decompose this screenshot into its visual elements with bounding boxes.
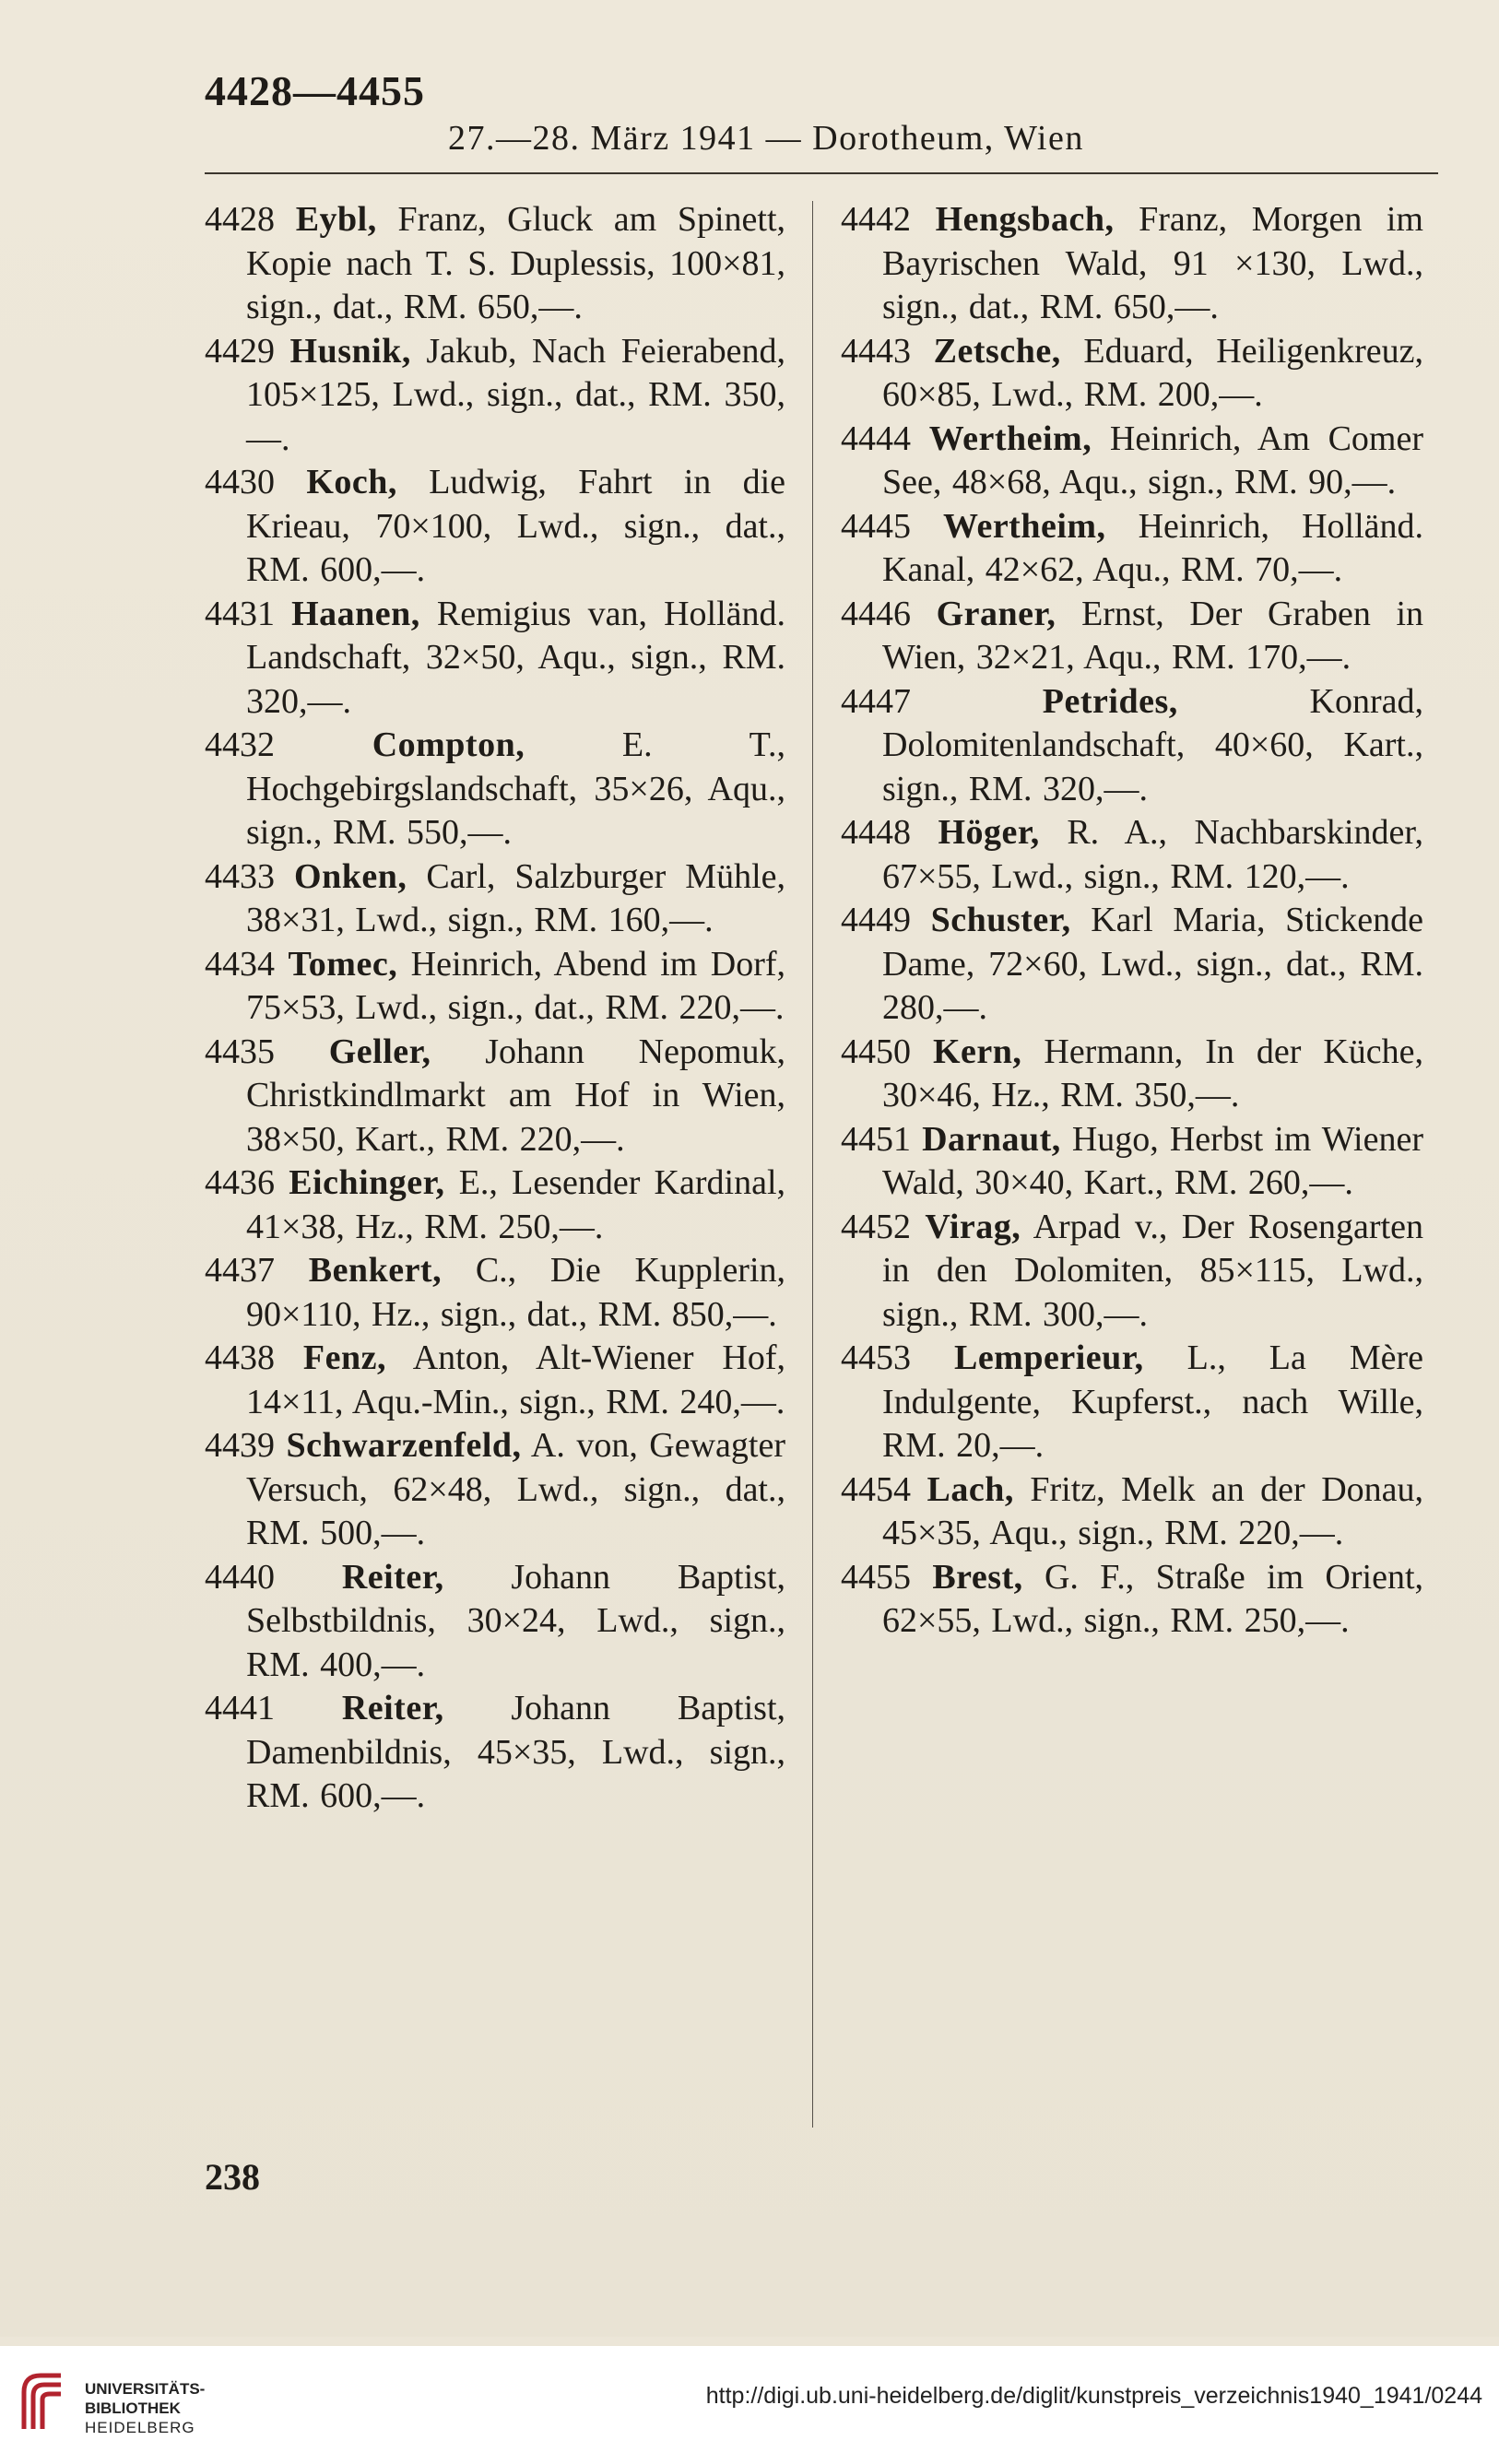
lot-description: Anton, Alt-Wiener Hof, 14×11, Aqu.-Min., sign., RM. 240,—. [246, 1338, 785, 1421]
artist-name: Benkert, [308, 1251, 443, 1290]
lot-number: 4439 [205, 1426, 275, 1465]
catalog-entry [841, 1031, 1423, 1118]
artist-name: Lemperieur, [953, 1338, 1144, 1377]
lot-description: Arpad v., Der Rosengarten in den Dolomiten, 85×115, Lwd., sign., RM. 300,—. [882, 1207, 1423, 1334]
artist-name: Lach, [927, 1469, 1014, 1509]
lot-number: 4447 [841, 681, 911, 721]
lot-description: Franz, Gluck am Spinett, Kopie nach T. S. Duplessis, 100×81, sign., dat., RM. 650,—. [246, 200, 786, 326]
artist-name: Eichinger, [289, 1163, 445, 1202]
artist-name: Tomec, [288, 944, 398, 984]
lot-number: 4433 [205, 856, 275, 896]
artist-name: Hengsbach, [935, 200, 1115, 239]
lot-description: A. von, Gewagter Versuch, 62×48, Lwd., sign., dat., RM. 500,—. [246, 1426, 786, 1552]
artist-name: Husnik, [289, 331, 411, 371]
page-number: 238 [205, 2156, 260, 2198]
library-name-line3: HEIDELBERG [85, 2419, 195, 2436]
catalog-entry [841, 198, 1423, 330]
lot-number: 4436 [205, 1163, 275, 1202]
catalog-entry [841, 680, 1423, 812]
lot-description: E., Lesender Kardinal, 41×38, Hz., RM. 250,—. [246, 1163, 785, 1246]
lot-description: Johann Baptist, Damenbildnis, 45×35, Lwd., sign., RM. 600,—. [246, 1689, 786, 1815]
header-rule [205, 172, 1438, 174]
catalog-entry [205, 1337, 785, 1424]
catalog-entry [841, 899, 1423, 1031]
source-url-link[interactable]: http://digi.ub.uni-heidelberg.de/diglit/kunstpreis_verzeichnis1940_1941/0244 [705, 2383, 1482, 2409]
catalog-entry [205, 330, 785, 462]
library-logo-icon [15, 2364, 70, 2438]
lot-number: 4449 [841, 901, 911, 939]
artist-name: Petrides, [1042, 681, 1178, 721]
artist-name: Graner, [936, 594, 1056, 633]
lot-number: 4446 [841, 594, 911, 633]
artist-name: Wertheim, [943, 506, 1106, 546]
catalog-entry [841, 1556, 1423, 1644]
artist-name: Brest, [932, 1557, 1023, 1597]
artist-name: Koch, [306, 463, 397, 501]
catalog-entry [841, 1468, 1423, 1556]
lot-number: 4440 [205, 1557, 275, 1597]
lot-description: Remigius van, Holländ. Landschaft, 32×50, Aqu., sign., RM. 320,—. [246, 594, 786, 721]
catalog-entry [205, 943, 785, 1031]
lot-number: 4428 [205, 200, 275, 239]
catalog-entry [841, 1118, 1423, 1206]
lot-number: 4443 [841, 331, 911, 371]
lot-description: E. T., Hochgebirgslandschaft, 35×26, Aqu., sign., RM. 550,—. [246, 725, 786, 852]
catalog-entry [841, 593, 1423, 680]
lot-number: 4450 [841, 1032, 911, 1071]
lot-description: Jakub, Nach Feierabend, 105×125, Lwd., sign., dat., RM. 350,—. [246, 331, 786, 458]
artist-name: Kern, [932, 1032, 1022, 1071]
artist-name: Schwarzenfeld, [286, 1426, 522, 1465]
lot-number: 4455 [841, 1557, 911, 1597]
library-name-line1: UNIVERSITÄTS- [85, 2380, 206, 2398]
catalog-entry [841, 1337, 1423, 1468]
lot-description: Johann Baptist, Selbstbildnis, 30×24, Lwd., sign., RM. 400,—. [246, 1557, 786, 1684]
catalog-entry [841, 505, 1423, 593]
lot-number: 4454 [841, 1469, 911, 1509]
lot-description: L., La Mère Indulgente, Kupferst., nach Wille, RM. 20,—. [882, 1338, 1424, 1465]
catalog-entry [841, 811, 1423, 899]
lot-description: R. A., Nachbarskinder, 67×55, Lwd., sign., RM. 120,—. [882, 813, 1424, 896]
catalog-entry [205, 1687, 785, 1819]
artist-name: Virag, [925, 1207, 1021, 1246]
lot-description: Heinrich, Am Comer See, 48×68, Aqu., sign., RM. 90,—. [882, 419, 1424, 501]
artist-name: Reiter, [341, 1557, 444, 1597]
catalog-entry [841, 1206, 1423, 1338]
lot-number: 4435 [205, 1032, 275, 1071]
lot-number: 4452 [841, 1207, 911, 1246]
lot-description: Carl, Salzburger Mühle, 38×31, Lwd., sign., RM. 160,—. [246, 856, 785, 939]
catalog-entry [841, 330, 1423, 418]
lot-number: 4444 [841, 419, 911, 458]
lot-description: Hugo, Herbst im Wiener Wald, 30×40, Kart., RM. 260,—. [882, 1119, 1424, 1202]
catalog-entry [205, 461, 785, 593]
artist-name: Onken, [294, 856, 407, 896]
catalog-entry [205, 1031, 785, 1162]
catalog-entry [205, 1556, 785, 1688]
lot-description: Karl Maria, Stickende Dame, 72×60, Lwd., sign., dat., RM. 280,—. [882, 901, 1423, 1027]
lot-description: Ernst, Der Graben in Wien, 32×21, Aqu., RM. 170,—. [882, 594, 1423, 677]
artist-name: Zetsche, [933, 331, 1061, 371]
artist-name: Höger, [938, 813, 1040, 852]
lot-description: Franz, Morgen im Bayrischen Wald, 91 ×130, Lwd., sign., dat., RM. 650,—. [882, 200, 1423, 326]
lot-number: 4451 [841, 1119, 911, 1159]
lot-description: G. F., Straße im Orient, 62×55, Lwd., sign., RM. 250,—. [882, 1557, 1424, 1640]
lot-description: Hermann, In der Küche, 30×46, Hz., RM. 350,—. [882, 1032, 1423, 1114]
lot-number: 4431 [205, 594, 275, 633]
artist-name: Haanen, [291, 594, 420, 633]
lot-number: 4429 [205, 331, 275, 371]
lot-number: 4437 [205, 1251, 275, 1290]
lot-number: 4448 [841, 813, 911, 852]
catalog-entry [205, 724, 785, 855]
lot-number: 4441 [205, 1689, 275, 1727]
library-name-line2: BIBLIOTHEK [85, 2399, 181, 2417]
lot-description: Heinrich, Abend im Dorf, 75×53, Lwd., sign., dat., RM. 220,—. [246, 944, 786, 1027]
lot-number: 4445 [841, 506, 911, 546]
catalog-entry [205, 1161, 785, 1249]
right-column [841, 198, 1423, 1644]
lot-description: Konrad, Dolomitenlandschaft, 40×60, Kart., sign., RM. 320,—. [882, 681, 1424, 808]
lot-description: C., Die Kupplerin, 90×110, Hz., sign., dat., RM. 850,—. [246, 1251, 786, 1334]
lot-number: 4434 [205, 944, 275, 984]
catalog-entry [205, 1424, 785, 1556]
artist-name: Compton, [372, 725, 525, 764]
artist-name: Reiter, [341, 1689, 444, 1727]
library-name [85, 2379, 205, 2437]
artist-name: Geller, [328, 1032, 431, 1071]
catalog-entry [205, 198, 785, 330]
artist-name: Darnaut, [922, 1119, 1061, 1159]
auction-date-subtitle: 27.—28. März 1941 — Dorotheum, Wien [448, 119, 1084, 158]
lot-number: 4453 [841, 1338, 911, 1377]
catalog-entry [841, 418, 1423, 505]
artist-name: Schuster, [930, 901, 1071, 939]
lot-description: Johann Nepomuk, Christkindlmarkt am Hof in Wien, 38×50, Kart., RM. 220,—. [246, 1032, 786, 1159]
lot-description: Ludwig, Fahrt in die Krieau, 70×100, Lwd., sign., dat., RM. 600,—. [246, 463, 786, 589]
lot-number: 4442 [841, 200, 911, 239]
catalog-entry [205, 1249, 785, 1337]
lot-description: Eduard, Heiligenkreuz, 60×85, Lwd., RM. 200,—. [882, 331, 1424, 414]
artist-name: Eybl, [295, 200, 377, 239]
catalog-entry [205, 593, 785, 725]
lot-range-heading: 4428—4455 [205, 67, 425, 114]
artist-name: Fenz, [302, 1338, 386, 1377]
lot-number: 4438 [205, 1338, 275, 1377]
lot-description: Heinrich, Holländ. Kanal, 42×62, Aqu., RM. 70,—. [882, 506, 1424, 589]
artist-name: Wertheim, [928, 419, 1092, 458]
column-divider [812, 201, 813, 2128]
lot-number: 4432 [205, 725, 275, 764]
footer-bar [0, 2346, 1499, 2464]
left-column [205, 198, 785, 1819]
lot-description: Fritz, Melk an der Donau, 45×35, Aqu., sign., RM. 220,—. [882, 1469, 1424, 1552]
lot-number: 4430 [205, 463, 275, 501]
catalog-entry [205, 855, 785, 943]
